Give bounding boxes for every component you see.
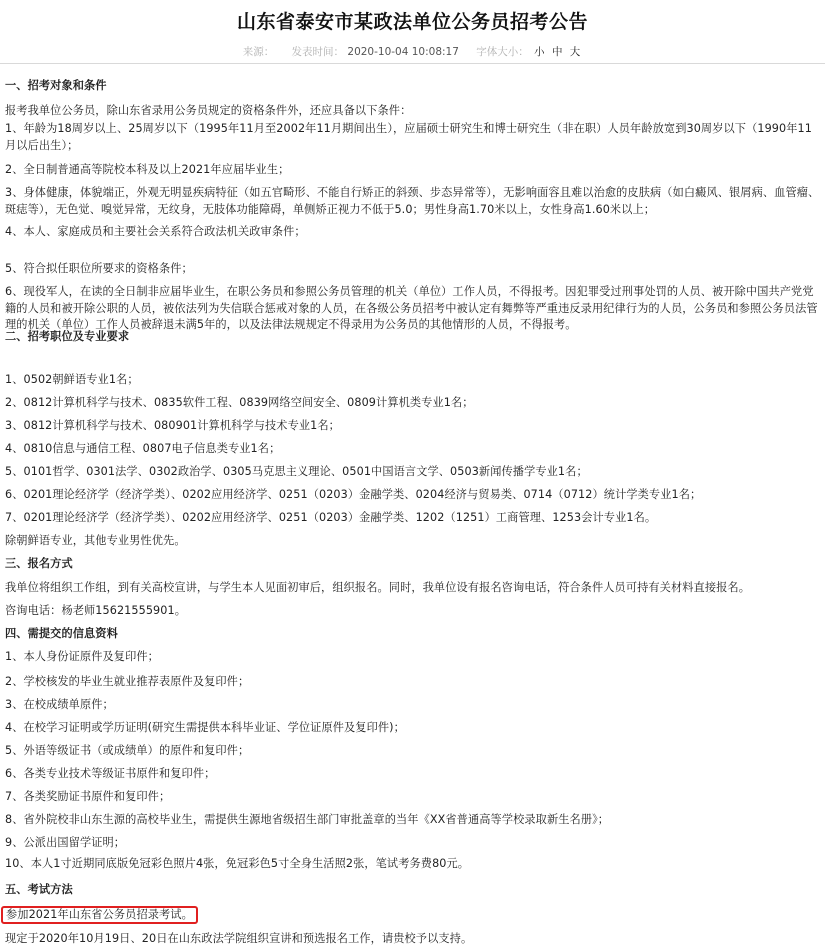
paragraph: 1、年龄为18周岁以上、25周岁以下（1995年11月至2002年11月期间出生），应届硕士研究生和博士研究生（非在职）人员年龄放宽到30周岁以下（1990年11月以后出生）； [5, 122, 812, 152]
font-size-medium-link[interactable]: 中 [551, 46, 563, 58]
paragraph: 3、0812计算机科学与技术、080901计算机科学与技术专业1名； [5, 419, 340, 432]
paragraph: 9、公派出国留学证明； [5, 836, 126, 849]
source-label: 来源： [242, 46, 275, 58]
paragraph: 2、学校核发的毕业生就业推荐表原件及复印件； [5, 675, 250, 688]
publish-time-value: 2020-10-04 10:08:17 [347, 46, 459, 58]
highlighted-text: 参加2021年山东省公务员招录考试。 [1, 906, 198, 924]
section-heading: 二、招考职位及专业要求 [5, 330, 130, 343]
paragraph: 除朝鲜语专业，其他专业男性优先。 [5, 534, 186, 547]
paragraph: 4、在校学习证明或学历证明(研究生需提供本科毕业证、学位证原件及复印件)； [5, 721, 405, 734]
paragraph: 6、各类专业技术等级证书原件和复印件； [5, 767, 216, 780]
page-title: 山东省泰安市某政法单位公务员招考公告 [236, 11, 588, 33]
paragraph: 5、0101哲学、0301法学、0302政治学、0305马克思主义理论、0501中国语言文学、0503新闻传播学专业1名； [5, 465, 588, 478]
paragraph: 6、0201理论经济学（经济学类）、0202应用经济学、0251（0203）金融学类、0204经济与贸易类、0714（0712）统计学类专业1名； [5, 488, 702, 501]
paragraph: 6、现役军人，在读的全日制非应届毕业生，在职公务员和参照公务员管理的机关（单位）工作人员，不得报考。因犯罪受过刑事处罚的人员、被开除中国共产党党籍的人员和被开除公职的人员，被依法列为失信联合惩戒对象的人员，在各级公务员招考中被认定有舞弊等严重违反录用纪律行为的人员，公务员和参照公务员法管理的机关（单位）工作人员被辞退未满5年的，以及法律法规规定不得录用为公务员的其他情形的人员，不得报考。 [5, 285, 818, 332]
section-heading: 一、招考对象和条件 [5, 79, 107, 92]
paragraph: 我单位将组织工作组，到有关高校宣讲，与学生本人见面初审后，组织报名。同时，我单位设有报名咨询电话，符合条件人员可持有关材料直接报名。 [5, 581, 750, 594]
font-size-label: 字体大小： [476, 46, 529, 58]
font-size-small-link[interactable]: 小 [534, 46, 545, 58]
paragraph: 7、各类奖励证书原件和复印件； [5, 790, 171, 803]
paragraph [5, 906, 820, 924]
paragraph: 4、本人、家庭成员和主要社会关系符合政法机关政审条件； [5, 225, 306, 238]
paragraph: 5、外语等级证书（或成绩单）的原件和复印件； [5, 744, 250, 757]
paragraph: 2、全日制普通高等院校本科及以上2021年应届毕业生； [5, 163, 290, 176]
paragraph: 8、省外院校非山东生源的高校毕业生，需提供生源地省级招生部门审批盖章的当年《XX省普通高等学校录取新生名册》； [5, 813, 610, 826]
font-size-large-link[interactable]: 大 [569, 46, 581, 58]
section-heading: 三、报名方式 [5, 557, 73, 570]
publish-time-label: 发表时间： [291, 46, 345, 58]
paragraph: 5、符合拟任职位所要求的资格条件； [5, 262, 193, 275]
paragraph: 3、身体健康，体貌端正，外观无明显疾病特征（如五官畸形、不能自行矫正的斜颈、步态异常等），无影响面容且难以治愈的皮肤病（如白癜风、银屑病、血管瘤、斑痣等），无色觉、嗅觉异常，无纹身，无肢体功能障碍，单侧矫正视力不低于5.0；男性身高1.70米以上，女性身高1.60米以上； [5, 186, 820, 216]
paragraph: 1、0502朝鲜语专业1名； [5, 373, 139, 386]
paragraph: 4、0810信息与通信工程、0807电子信息类专业1名； [5, 442, 281, 455]
paragraph: 报考我单位公务员，除山东省录用公务员规定的资格条件外，还应具备以下条件： [5, 104, 412, 117]
header-divider [0, 63, 825, 64]
paragraph: 7、0201理论经济学（经济学类）、0202应用经济学、0251（0203）金融学类、1202（1251）工商管理、1253会计专业1名。 [5, 511, 657, 524]
section-heading: 四、需提交的信息资料 [5, 627, 118, 640]
paragraph: 3、在校成绩单原件； [5, 698, 114, 711]
paragraph: 2、0812计算机科学与技术、0835软件工程、0839网络空间安全、0809计算机类专业1名； [5, 396, 474, 409]
paragraph: 10、本人1寸近期同底版免冠彩色照片4张，免冠彩色5寸全身生活照2张，笔试考务费80元。 [5, 857, 470, 870]
article-meta [0, 45, 825, 59]
paragraph: 咨询电话：杨老师15621555901。 [5, 604, 186, 617]
section-heading: 五、考试方法 [5, 883, 73, 896]
paragraph: 现定于2020年10月19日、20日在山东政法学院组织宣讲和预选报名工作，请贵校予以支持。 [5, 932, 473, 945]
paragraph: 1、本人身份证原件及复印件； [5, 650, 159, 663]
